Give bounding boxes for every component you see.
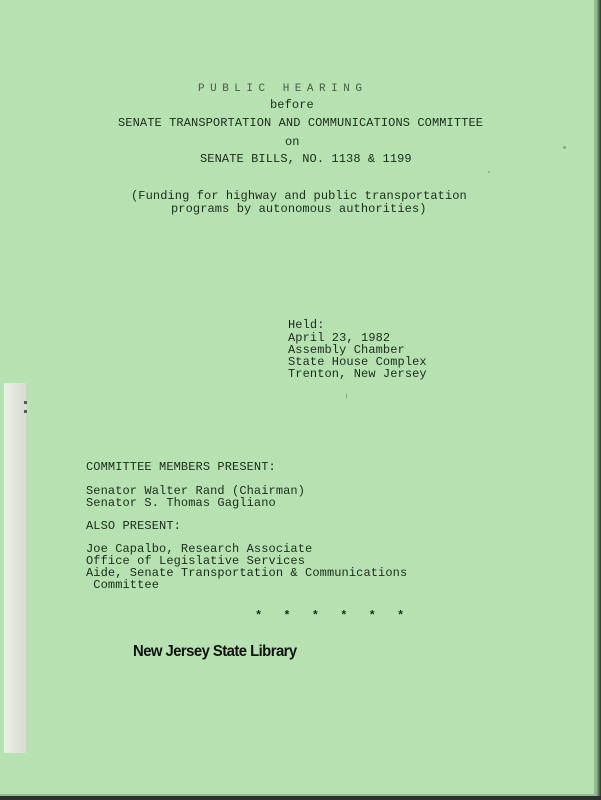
page-edge-right: [596, 0, 601, 800]
hearing-complex: State House Complex: [288, 355, 427, 369]
paper-speck: [346, 393, 347, 399]
member-item: Senator Walter Rand (Chairman): [86, 484, 306, 498]
bill-numbers: SENATE BILLS, NO. 1138 & 1199: [200, 152, 412, 166]
separator-stars: * * * * * *: [255, 609, 412, 623]
also-present-heading: ALSO PRESENT:: [86, 519, 181, 533]
binding-mark: [24, 410, 27, 413]
subject-line-2: programs by autonomous authorities): [171, 202, 427, 216]
also-present-line: Office of Legislative Services: [86, 554, 306, 568]
also-present-line: Committee: [86, 578, 160, 592]
subject-line-1: (Funding for highway and public transportation: [131, 189, 467, 203]
also-present-line: Joe Capalbo, Research Associate: [86, 542, 313, 556]
binding-strip: [4, 383, 26, 753]
before-text: before: [270, 98, 314, 112]
hearing-title: PUBLIC HEARING: [198, 83, 368, 95]
on-text: on: [285, 135, 300, 149]
hearing-location: Assembly Chamber: [288, 343, 405, 357]
library-stamp: New Jersey State Library: [133, 643, 297, 660]
paper-speck: [488, 171, 490, 173]
member-item: Senator S. Thomas Gagliano: [86, 496, 276, 510]
also-present-line: Aide, Senate Transportation & Communications: [86, 566, 408, 580]
binding-mark: [24, 401, 27, 404]
paper-speck: [563, 146, 566, 149]
committee-name: SENATE TRANSPORTATION AND COMMUNICATIONS COMMITTEE: [118, 116, 484, 130]
hearing-date: April 23, 1982: [288, 331, 391, 345]
members-heading: COMMITTEE MEMBERS PRESENT:: [86, 460, 276, 474]
hearing-city: Trenton, New Jersey: [288, 367, 427, 381]
page-edge-bottom: [0, 796, 601, 800]
held-label: Held:: [288, 318, 325, 332]
